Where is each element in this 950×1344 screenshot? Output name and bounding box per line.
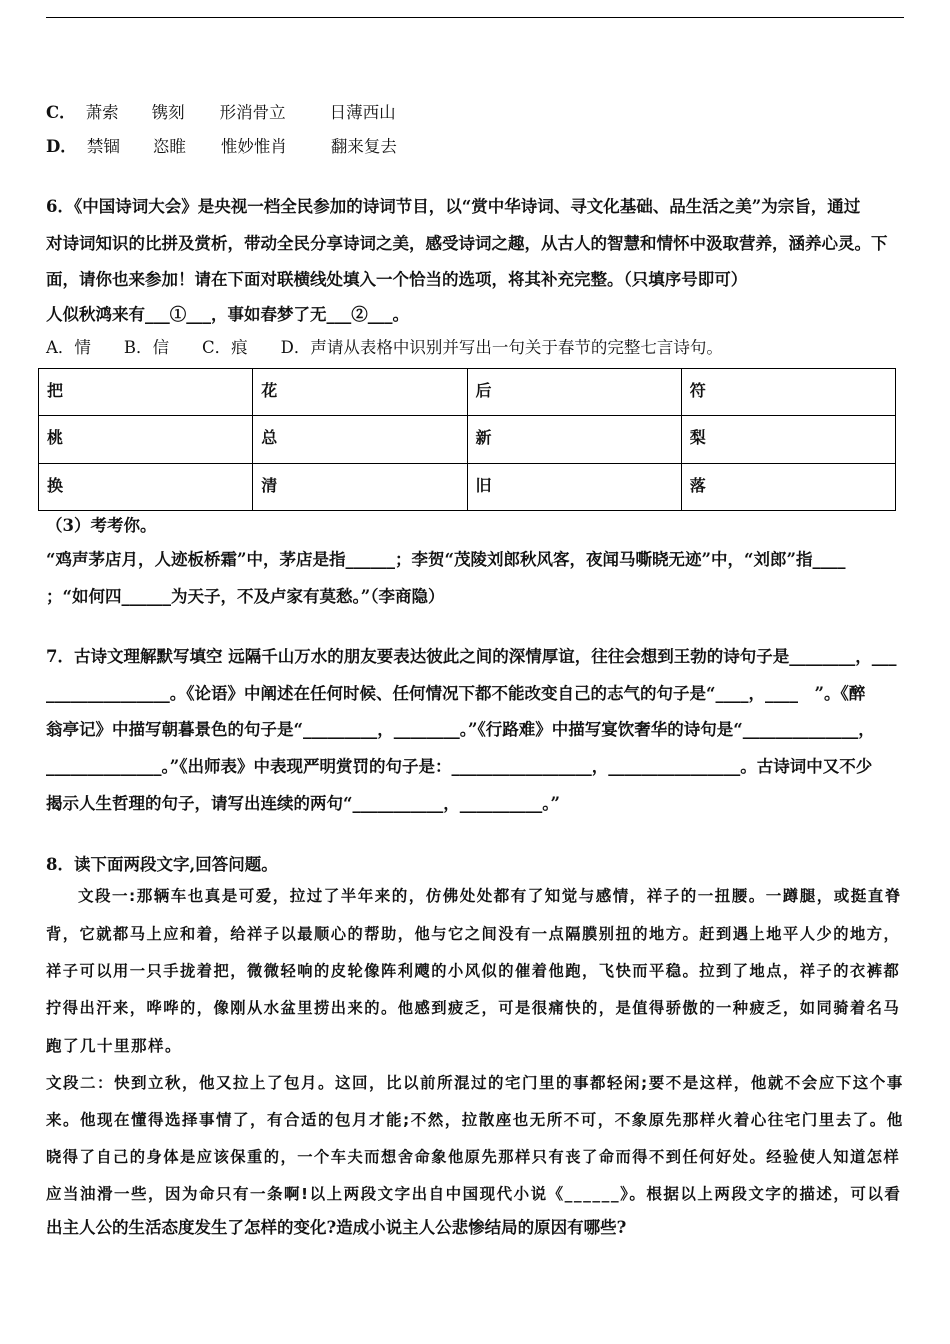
q7-line-5: 揭示人生哲理的句子，请写出连续的两句“___________，__________。”: [46, 794, 560, 813]
q7-line-1: 7．古诗文理解默写填空 远隔千山万水的朋友要表达彼此之间的深情厚谊，往往会想到王勃的诗句子是________，___: [46, 647, 897, 666]
q8-passage1-line: 祥子可以用一只手拢着把，微微轻响的皮轮像阵利飕的小风似的催着他跑，飞快而平稳。拉到了地点，祥子的衣裤都: [46, 962, 901, 980]
q8-passage2-line: 应当油滑一些，因为命只有一条啊!以上两段文字出自中国现代小说《______》。根据以上两段文字的描述，可以看: [46, 1185, 902, 1203]
option-word: 萧索: [85, 103, 119, 122]
q6-sub3-line-2: ；“如何四______为天子，不及卢家有莫愁。”（李商隐）: [46, 587, 445, 606]
grid-cell: 落: [681, 463, 895, 510]
grid-cell: 符: [681, 369, 895, 416]
q7-line-2: _______________。《论语》中阐述在任何时候、任何情况下都不能改变自己的志气的句子是“____，____ ”。《醉: [46, 684, 866, 703]
q8-passage2-line: 来。他现在懂得选择事情了，有合适的包月才能;不然，拉散座也无所不可，不象原先那样火着心往宅门里去了。他: [46, 1111, 904, 1129]
option-word: 镌刻: [151, 103, 185, 122]
grid-cell: 花: [253, 369, 467, 416]
q7-line-3: 翁亭记》中描写朝暮景色的句子是“_________，________。”《行路难》中描写宴饮奢华的诗句是“______________，: [46, 720, 875, 739]
option-word: 禁锢: [86, 137, 120, 156]
q6-choices: A．情 B．信 C．痕 D．声请从表格中识别并写出一句关于春节的完整七言诗句。: [46, 338, 723, 357]
q8-passage2-line: 文段二：快到立秋，他又拉上了包月。这回，比以前所混过的宅门里的事都轻闲;要不是这样，他就不会应下这个事: [46, 1074, 904, 1092]
q6-line-3: 面，请你也来参加！请在下面对联横线处填入一个恰当的选项，将其补充完整。（只填序号即可）: [46, 270, 748, 289]
grid-cell: 把: [39, 369, 253, 416]
q6-line-2: 对诗词知识的比拼及赏析，带动全民分享诗词之美，感受诗词之趣，从古人的智慧和情怀中汲取营养，涵养心灵。下: [46, 234, 888, 253]
character-grid: [38, 368, 896, 511]
top-rule: [46, 17, 904, 18]
grid-cell: 新: [467, 416, 681, 463]
q6-line-1: 6．《中国诗词大会》是央视一档全民参加的诗词节目，以“赏中华诗词、寻文化基础、品生活之美”为宗旨，通过: [46, 197, 861, 216]
q6-sub3-line-1: “鸡声茅店月，人迹板桥霜”中，茅店是指______；李贺“茂陵刘郎秋风客，夜闻马嘶晓无迹”中，“刘郎”指____: [46, 550, 846, 569]
q8-passage1-line: 跑了几十里那样。: [46, 1037, 183, 1055]
grid-cell: 旧: [467, 463, 681, 510]
option-d: [46, 137, 904, 157]
grid-cell: 换: [39, 463, 253, 510]
q8-title: 8．读下面两段文字,回答问题。: [46, 855, 278, 874]
q8-question: 出主人公的生活态度发生了怎样的变化?造成小说主人公悲惨结局的原因有哪些?: [46, 1218, 627, 1237]
grid-cell: 后: [467, 369, 681, 416]
option-label: C．: [46, 103, 76, 122]
q8-passage1-line: 背，它就都马上应和着，给祥子以最顺心的帮助，他与它之间没有一点隔膜别扭的地方。赶到遇上地平人少的地方，: [46, 925, 901, 943]
q6-couplet: 人似秋鸿来有___①___，事如春梦了无___②___。: [46, 305, 409, 324]
option-label: D．: [46, 137, 77, 156]
q6-sub3-heading: （3）考考你。: [46, 516, 157, 535]
q8-passage1-line: 文段一:那辆车也真是可爱，拉过了半年来的，仿佛处处都有了知觉与感情，祥子的一扭腰。一蹲腿，或挺直脊: [78, 887, 902, 905]
grid-cell: 梨: [681, 416, 895, 463]
grid-cell: 清: [253, 463, 467, 510]
option-word: 恣睢: [152, 137, 186, 156]
q8-passage2-line: 晓得了自己的身体是应该保重的，一个车夫而想舍命象他原先那样只有丧了命而得不到任何好处。经验使人知道怎样: [46, 1148, 901, 1166]
option-word: 日薄西山: [329, 103, 396, 122]
option-word: 惟妙惟肖: [220, 137, 287, 156]
q7-line-4: ______________。”《出师表》中表现严明赏罚的句子是：_________________，________________。古诗词中又不少: [46, 757, 873, 776]
option-c: [46, 103, 904, 123]
grid-cell: 总: [253, 416, 467, 463]
q8-passage1-line: 拧得出汗来，哗哗的，像刚从水盆里捞出来的。他感到疲乏，可是很痛快的，是值得骄傲的一种疲乏，如同骑着名马: [46, 999, 901, 1017]
option-word: 形消骨立: [219, 103, 286, 122]
grid-cell: 桃: [39, 416, 253, 463]
option-word: 翻来复去: [330, 137, 397, 156]
